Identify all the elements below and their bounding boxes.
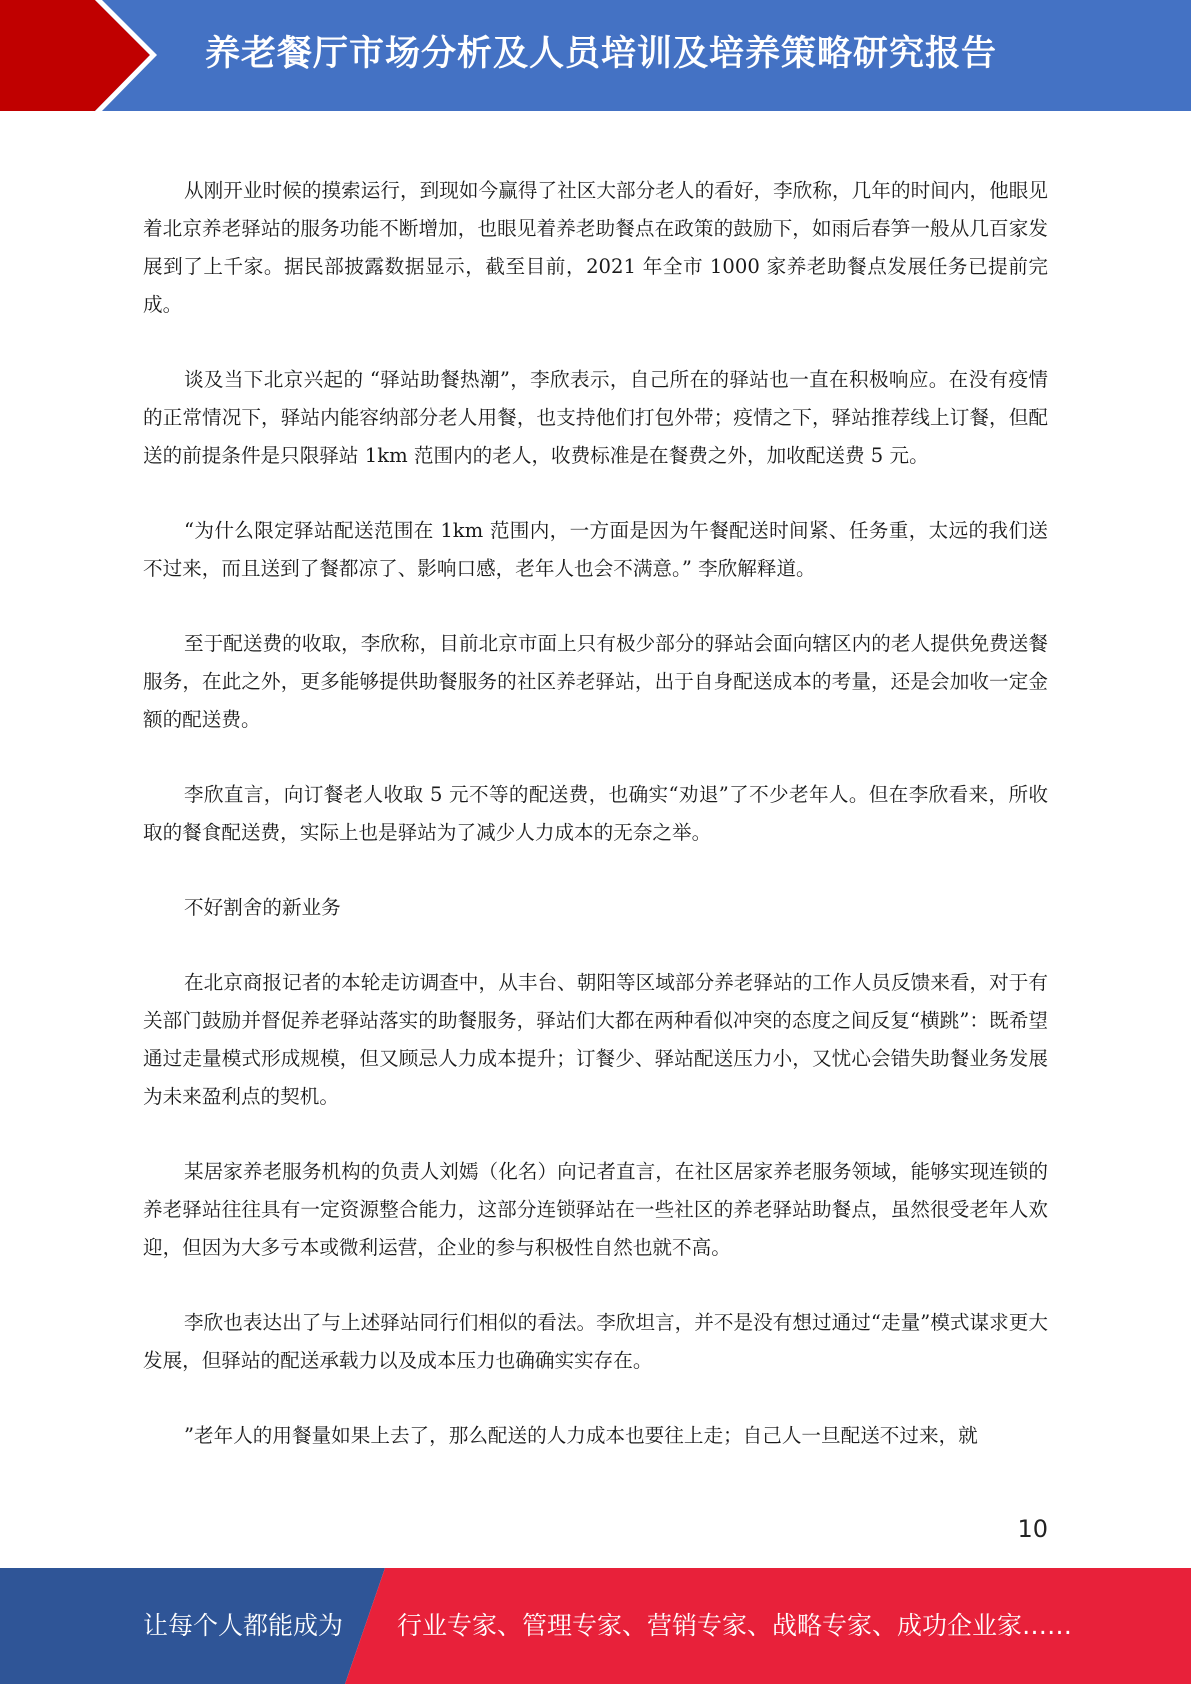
section-subheading: 不好割舍的新业务 xyxy=(184,896,341,919)
paragraph: 从刚开业时候的摸索运行，到现如今赢得了社区大部分老人的看好，李欣称，几年的时间内，他眼见着北京养老驿站的服务功能不断增加，也眼见着养老助餐点在政策的鼓励下，如雨后春笋一般从几百家发展到了上千家。据民部披露数据显示，截至目前，2021 年全市 1000 家养老助餐点发展任务已提前完成。 xyxy=(143,179,1048,316)
paragraph: 谈及当下北京兴起的 “驿站助餐热潮”，李欣表示，自己所在的驿站也一直在积极响应。在没有疫情的正常情况下，驿站内能容纳部分老人用餐，也支持他们打包外带；疫情之下，驿站推荐线上订餐，但配送的前提条件是只限驿站 1km 范围内的老人，收费标准是在餐费之外，加收配送费 5 元。 xyxy=(143,368,1048,467)
paragraph: “为什么限定驿站配送范围在 1km 范围内，一方面是因为午餐配送时间紧、任务重，太远的我们送不过来，而且送到了餐都凉了、影响口感，老年人也会不满意。” 李欣解释道。 xyxy=(143,519,1048,580)
page-number: 10 xyxy=(1017,1515,1048,1543)
page-footer xyxy=(0,1568,1191,1684)
page-header xyxy=(0,0,1191,111)
paragraph: ”老年人的用餐量如果上去了，那么配送的人力成本也要往上走；自己人一旦配送不过来，就 xyxy=(184,1424,978,1447)
footer-slogan-left: 让每个人都能成为 xyxy=(143,1611,344,1640)
footer-slogan-right: 行业专家、管理专家、营销专家、战略专家、成功企业家…… xyxy=(397,1611,1073,1640)
paragraph: 在北京商报记者的本轮走访调查中，从丰台、朝阳等区域部分养老驿站的工作人员反馈来看，对于有关部门鼓励并督促养老驿站落实的助餐服务，驿站们大都在两种看似冲突的态度之间反复“横跳”：既希望通过走量模式形成规模，但又顾忌人力成本提升；订餐少、驿站配送压力小，又忧心会错失助餐业务发展为未来盈利点的契机。 xyxy=(143,971,1048,1108)
paragraph: 至于配送费的收取，李欣称，目前北京市面上只有极少部分的驿站会面向辖区内的老人提供免费送餐服务，在此之外，更多能够提供助餐服务的社区养老驿站，出于自身配送成本的考量，还是会加收一定金额的配送费。 xyxy=(143,632,1048,731)
paragraph: 某居家养老服务机构的负责人刘嫣（化名）向记者直言，在社区居家养老服务领域，能够实现连锁的养老驿站往往具有一定资源整合能力，这部分连锁驿站在一些社区的养老驿站助餐点，虽然很受老年人欢迎，但因为大多亏本或微利运营，企业的参与积极性自然也就不高。 xyxy=(143,1160,1048,1259)
paragraph: 李欣也表达出了与上述驿站同行们相似的看法。李欣坦言，并不是没有想过通过“走量”模式谋求更大发展，但驿站的配送承载力以及成本压力也确确实实存在。 xyxy=(143,1311,1048,1372)
article-body xyxy=(143,172,1048,1455)
report-title: 养老餐厅市场分析及人员培训及培养策略研究报告 xyxy=(205,34,998,74)
paragraph: 李欣直言，向订餐老人收取 5 元不等的配送费，也确实“劝退”了不少老年人。但在李欣看来，所收取的餐食配送费，实际上也是驿站为了减少人力成本的无奈之举。 xyxy=(143,783,1048,844)
